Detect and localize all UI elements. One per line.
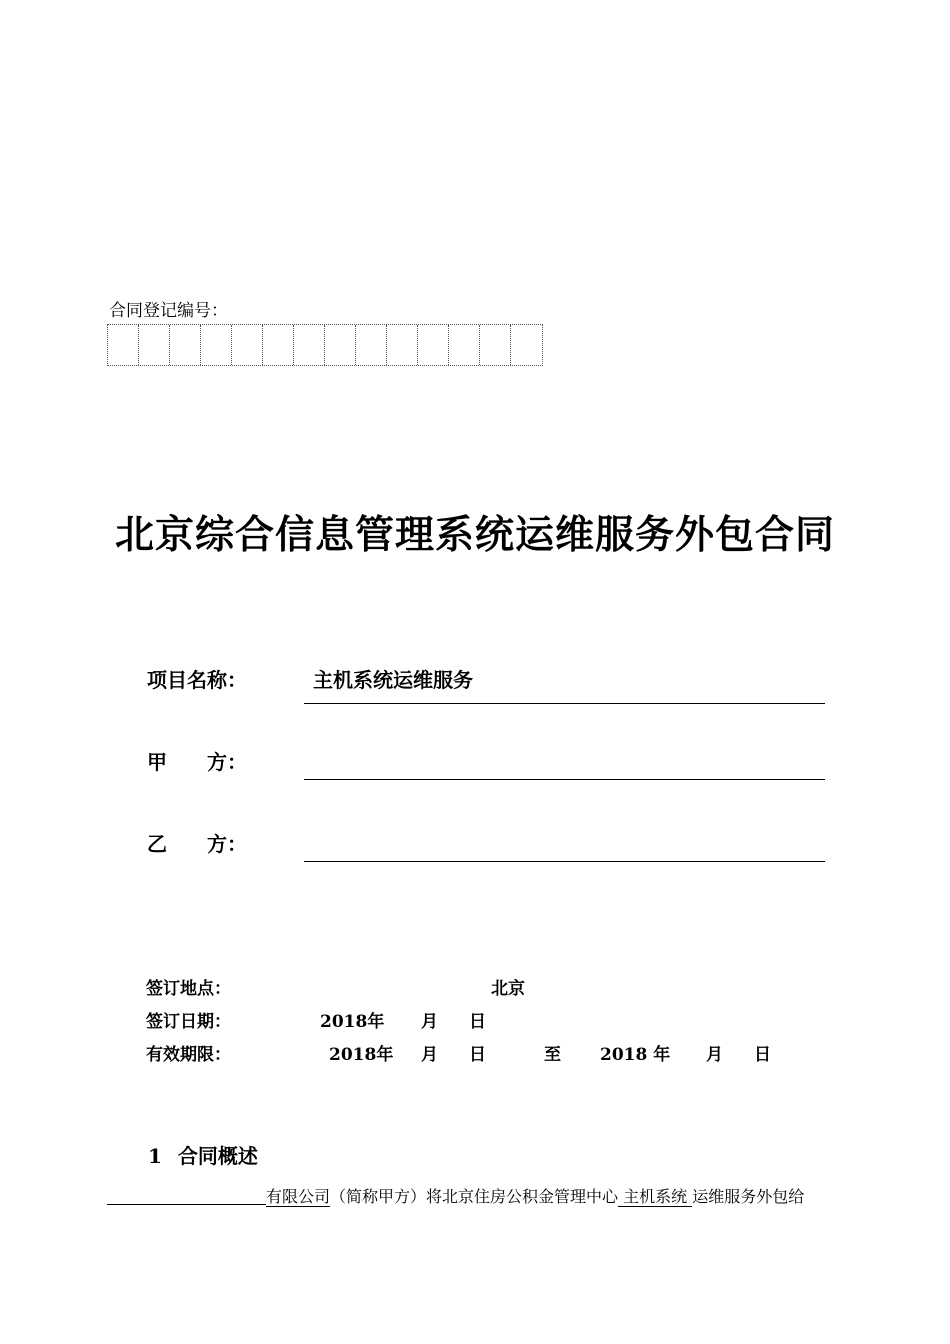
registration-digit-box [418,325,449,365]
party-a-blank [107,1188,266,1205]
validity-label: 有效期限： [146,1045,231,1065]
registration-number-boxes [107,324,543,366]
registration-digit-box [449,325,480,365]
system-name-underlined: 主机系统 [618,1187,693,1206]
project-name-value: 主机系统运维服务 [313,668,473,692]
registration-digit-box [232,325,263,365]
validity-to-day: 日 [754,1045,771,1065]
registration-digit-box [356,325,387,365]
registration-digit-box [263,325,294,365]
section-heading [148,1140,258,1169]
validity-from-day: 日 [469,1045,486,1065]
body-text-part: 运维服务外包给 [692,1187,805,1206]
signing-date-month: 月 [421,1012,438,1032]
registration-digit-box [325,325,356,365]
validity-from-year: 2018年 [329,1045,394,1065]
registration-digit-box [139,325,170,365]
registration-digit-box [511,325,542,365]
party-a-company-suffix: 有限公司 [266,1187,331,1206]
project-name-underline [304,703,825,704]
registration-digit-box [387,325,418,365]
party-b-underline [304,861,825,862]
body-text-part: （简称甲方）将北京住房公积金管理中心 [330,1187,619,1206]
signing-date-label: 签订日期： [146,1012,231,1032]
registration-digit-box [294,325,325,365]
validity-to-month: 月 [706,1045,723,1065]
validity-from-month: 月 [421,1045,438,1065]
registration-digit-box [201,325,232,365]
party-a-label: 甲 方： [147,750,247,774]
party-a-underline [304,779,825,780]
project-name-label: 项目名称： [147,668,247,692]
party-b-label: 乙 方： [147,832,247,856]
section-number: 1 [148,1144,162,1168]
signing-place-value: 北京 [491,979,525,999]
registration-digit-box [480,325,511,365]
registration-digit-box [108,325,139,365]
signing-date-day: 日 [469,1012,486,1032]
contract-title: 北京综合信息管理系统运维服务外包合同 [114,512,835,558]
section-title: 合同概述 [177,1144,258,1168]
signing-place-label: 签订地点： [146,979,231,999]
validity-to-year: 2018 年 [600,1045,671,1065]
signing-date-year: 2018年 [320,1012,385,1032]
section-body-line [107,1184,804,1207]
registration-number-label: 合同登记编号： [109,301,228,321]
registration-digit-box [170,325,201,365]
validity-to-label: 至 [544,1045,561,1065]
